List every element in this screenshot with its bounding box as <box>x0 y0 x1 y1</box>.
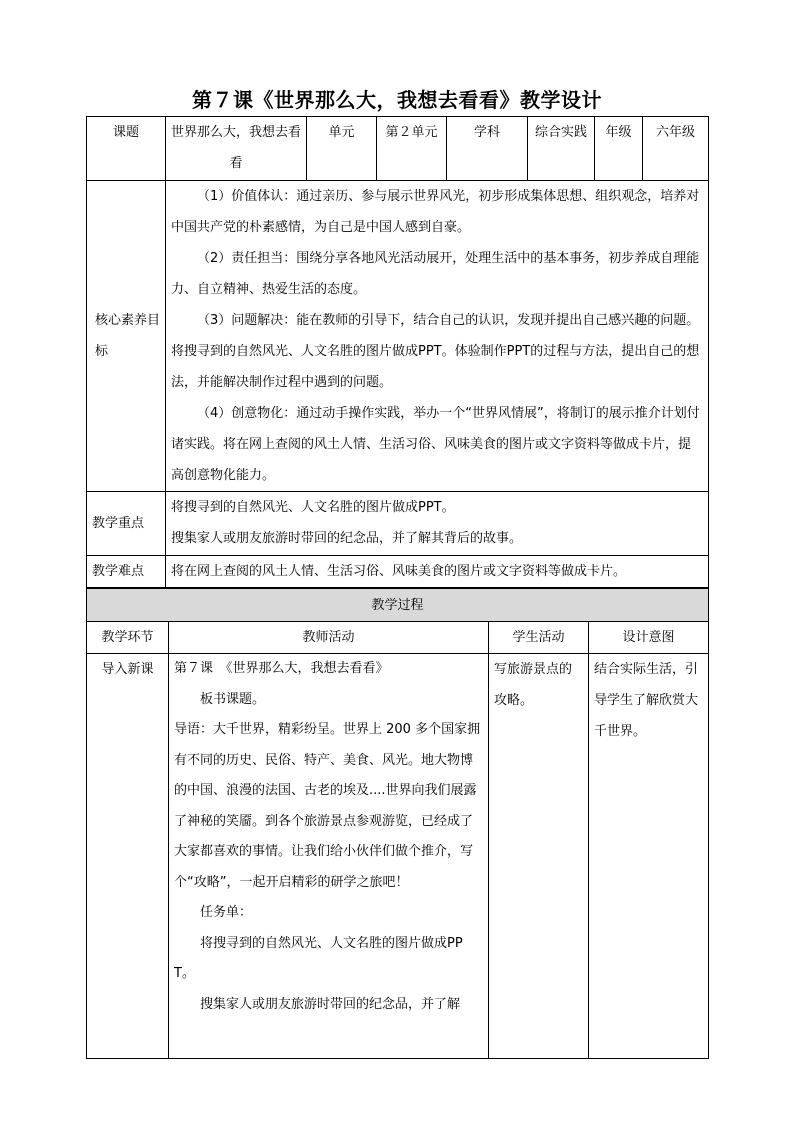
goal-item: （3）问题解决：能在教师的引导下，结合自己的认识，发现并提出自己感兴趣的问题。将搜寻到的自然风光、人文名胜的图片做成PPT。体验制作PPT的过程与方法，提出自己的想法，并能解决制作过程中遇到的问题。 <box>171 313 700 390</box>
goal-item: （4）创意物化：通过动手操作实践，举办一个“世界风情展”，将制订的展示推介计划付诸实践。将在网上查阅的风土人情、生活习俗、风味美食的图片或文字资料等做成卡片，提高创意物化能力。 <box>171 406 700 483</box>
process-header-stage: 教学环节 <box>87 622 169 654</box>
header-row <box>87 117 709 181</box>
goals-row <box>87 181 709 492</box>
difficult-points-content: 将在网上查阅的风土人情、生活习俗、风味美食的图片或文字资料等做成卡片。 <box>166 556 709 588</box>
difficult-points-row <box>87 556 709 588</box>
student-activity: 写旅游景点的攻略。 <box>489 654 589 1059</box>
course-label: 课题 <box>87 117 166 181</box>
teacher-line: 导语：大千世界，精彩纷呈。世界上 200 多个国家拥有不同的历史、民俗、特产、美食、风光。地大物博的中国、浪漫的法国、古老的埃及....世界向我们展露了神秘的笑靥。到各个旅游景点参观游览，已经成了大家都喜欢的事情。让我们给小伙伴们做个推介，写个“攻略”，一起开启精彩的研学之旅吧！ <box>174 722 481 890</box>
key-points-label: 教学重点 <box>87 492 166 556</box>
subject-value: 综合实践 <box>528 117 595 181</box>
subject-label: 学科 <box>447 117 528 181</box>
page-title: 第７课《世界那么大，我想去看看》教学设计 <box>192 88 602 112</box>
process-stage: 导入新课 <box>87 654 169 1059</box>
teacher-line: 将搜寻到的自然风光、人文名胜的图片做成PPT。 <box>174 935 463 981</box>
teacher-line: 任务单： <box>200 905 253 920</box>
design-intent: 结合实际生活，引导学生了解欣赏大千世界。 <box>589 654 709 1059</box>
teacher-line: 搜集家人或朋友旅游时带回的纪念品，并了解 <box>200 996 461 1012</box>
process-title: 教学过程 <box>87 589 709 622</box>
goal-item: （1）价值体认：通过亲历、参与展示世界风光，初步形成集体思想、组织观念，培养对中国共产党的朴素感情，为自己是中国人感到自豪。 <box>171 189 700 235</box>
teacher-line: 板书课题。 <box>200 691 266 707</box>
grade-value: 六年级 <box>643 117 709 181</box>
course-value: 世界那么大，我想去看看 <box>166 117 307 181</box>
lesson-info-table <box>86 116 709 588</box>
key-points-row <box>87 492 709 556</box>
key-point-item: 搜集家人或朋友旅游时带回的纪念品，并了解其背后的故事。 <box>171 531 523 546</box>
grade-label: 年级 <box>595 117 643 181</box>
goals-label: 核心素养目标 <box>87 181 166 492</box>
unit-value: 第２单元 <box>377 117 447 181</box>
goals-content <box>166 181 709 492</box>
process-header-intent: 设计意图 <box>589 622 709 654</box>
process-title-row <box>87 589 709 622</box>
key-point-item: 将搜寻到的自然风光、人文名胜的图片做成PPT。 <box>171 500 455 515</box>
process-header-student: 学生活动 <box>489 622 589 654</box>
key-points-content <box>166 492 709 556</box>
unit-label: 单元 <box>307 117 377 181</box>
process-header-row <box>87 622 709 654</box>
teacher-line: 第７课 《世界那么大，我想去看看》 <box>174 661 389 676</box>
teaching-process-table <box>86 588 709 1059</box>
goal-item: （2）责任担当：围绕分享各地风光活动展开，处理生活中的基本事务，初步养成自理能力、自立精神、热爱生活的态度。 <box>171 251 700 297</box>
process-row <box>87 654 709 1059</box>
difficult-points-label: 教学难点 <box>87 556 166 588</box>
teacher-activity <box>169 654 489 1059</box>
process-header-teacher: 教师活动 <box>169 622 489 654</box>
